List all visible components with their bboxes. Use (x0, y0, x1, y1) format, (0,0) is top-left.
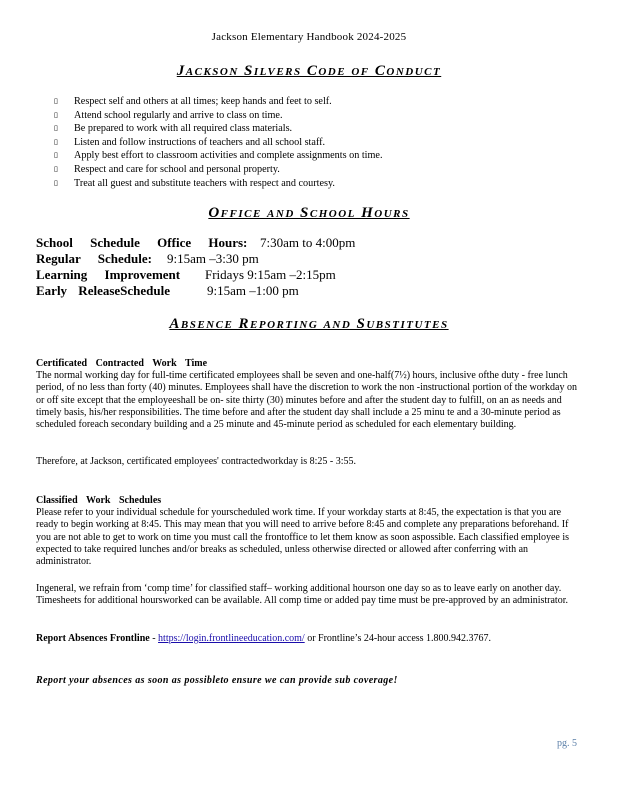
hours-row-regular (36, 251, 596, 267)
conduct-section-title (0, 63, 618, 80)
hours-row-early (36, 283, 596, 299)
square-bullet-icon: ▯ (54, 178, 58, 187)
report-label: Report Absences Frontline (36, 633, 150, 644)
hours-row-office (36, 235, 596, 251)
frontline-link[interactable]: https://login.frontlineeducation.com/ (158, 633, 305, 644)
list-item: ▯ Apply best effort to classroom activities and complete assignments on time. (54, 150, 383, 162)
list-item: ▯ Respect self and others at all times; keep hands and feet to self. (54, 96, 332, 108)
absence-section-title (0, 316, 618, 333)
document-header: Jackson Elementary Handbook 2024-2025 (211, 31, 407, 43)
hours-table (36, 235, 596, 299)
hours-label: Learning Improvement (36, 267, 181, 282)
hours-title-text: Office and School Hours (208, 205, 410, 221)
absence-title-text: Absence Reporting and Substitutes (169, 316, 449, 332)
square-bullet-icon: ▯ (54, 110, 58, 119)
list-item: ▯ Treat all guest and substitute teachers with respect and courtesy. (54, 177, 335, 189)
hours-label: Regular Schedule: (36, 251, 152, 266)
list-item: ▯ Attend school regularly and arrive to class on time. (54, 109, 283, 121)
list-item: ▯ Listen and follow instructions of teachers and all school staff. (54, 136, 326, 148)
hours-label: Early ReleaseSchedule (36, 283, 171, 298)
conduct-bullet-list (54, 95, 574, 190)
hours-row-learning (36, 267, 596, 283)
list-item: ▯ Respect and care for school and personal property. (54, 164, 280, 176)
square-bullet-icon: ▯ (54, 97, 58, 105)
square-bullet-icon: ▯ (54, 137, 58, 146)
square-bullet-icon: ▯ (54, 164, 58, 173)
certificated-subhead: Certificated Contracted Work Time (36, 358, 208, 369)
hours-section-title (0, 205, 618, 222)
classified-body: Please refer to your individual schedule for yourscheduled work time. If your workday starts at 8:45, the expectation is that you are ready to begin working at 8:45. This may mean that you will need to arrive before 8:45 and complete any preparations beforehand. If you are not able to get to work on time you must call the frontoffice to let them know as soon aspossible. Each classified employee is expected to take required lunches and/or breaks as scheduled, unless otherwise directed or allowed after conferring with an administrator. (36, 507, 570, 568)
report-dash: - (149, 633, 159, 644)
hours-value: 7:30am to 4:00pm (260, 235, 356, 250)
contracted-day-paragraph: Therefore, at Jackson, certificated employees' contractedworkday is 8:25 - 3:55. (36, 456, 357, 467)
square-bullet-icon: ▯ (54, 151, 58, 160)
square-bullet-icon: ▯ (54, 124, 58, 133)
closing-statement: Report your absences as soon as possibleto ensure we can provide sub coverage! (36, 675, 398, 686)
classified-paragraph (36, 495, 584, 568)
hours-value: 9:15am –1:00 pm (207, 283, 299, 298)
report-absences-paragraph (36, 633, 584, 645)
certificated-paragraph (36, 358, 584, 431)
classified-subhead: Classified Work Schedules (36, 495, 162, 506)
conduct-title-text: Jackson Silvers Code of Conduct (176, 63, 442, 79)
hours-value: Fridays 9:15am –2:15pm (205, 267, 336, 282)
list-item: ▯ Be prepared to work with all required class materials. (54, 123, 293, 135)
comp-time-paragraph: Ingeneral, we refrain from ‘comp time’ for classified staff– working additional hourson one day so as to leave early on another day. Timesheets for additional hoursworked can be available. All comp time or added pay time must be pre-approved by an administrator. (36, 583, 568, 607)
certificated-body: The normal working day for full-time certificated employees shall be seven and one-half(7½) hours, inclusive ofthe duty - free lunch period, of no less than forty (40) minutes. Employees shall have the discretion to work the non -instructional portion of the workday on or off site except that the employeeshall be on- site thirty (30) minutes before and after the student day to fulfill, on an as needs and timely basis, his/her responsibilities. The time before and after the student day shall include a 25 minu te and a 30-minute period as scheduled foreach secondary building and a 25 minute and 45-minute period as scheduled for each elementary building. (36, 370, 577, 431)
hours-value: 9:15am –3:30 pm (167, 251, 259, 266)
page-number: pg. 5 (557, 738, 577, 749)
hours-label: School Schedule Office Hours: (36, 235, 248, 250)
report-after-text: or Frontline’s 24-hour access 1.800.942.3767. (304, 633, 492, 644)
